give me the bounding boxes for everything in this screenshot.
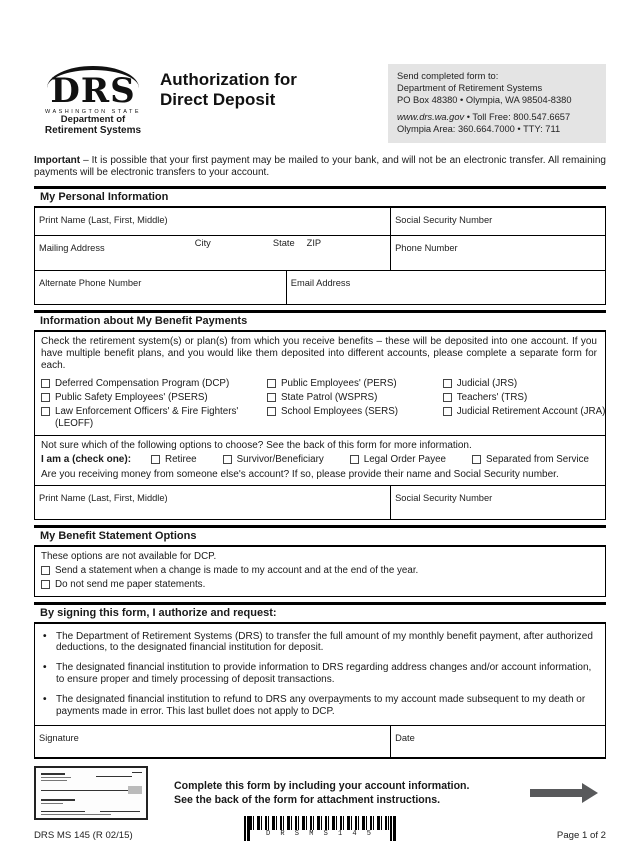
instruction-line2: See the back of the form for attachment instructions. [174,794,441,807]
bullet-text: The designated financial institution to refund to DRS any overpayments to my account made subsequent to my death or payments made in error. This last bullet does not apply to DCP. [56,693,586,717]
section-statement-options: My Benefit Statement Options [34,525,606,547]
checkbox-plan-dcp[interactable] [41,378,267,390]
table-row [35,725,605,757]
checkbox-separated-from-service[interactable] [472,454,589,466]
footer-instructions [174,779,469,808]
bullet-icon: • [43,693,47,705]
checkbox-icon[interactable] [350,455,359,464]
personal-info-table [34,208,606,305]
checkbox-icon[interactable] [267,393,276,402]
checkbox-plan-jrs[interactable] [443,378,599,390]
checkbox-icon[interactable] [443,407,452,416]
signature-label: Signature [39,733,79,744]
form-number: DRS MS 145 (R 02/15) [34,830,133,841]
checkbox-icon[interactable] [267,379,276,388]
section-benefit-payments: Information about My Benefit Payments [34,310,606,332]
plan-label: Judicial Retirement Account (JRA) [456,405,606,417]
form-title-line1: Authorization for [160,70,297,89]
benefit-options-block [35,435,605,485]
other-ssn-field[interactable] [390,486,605,519]
plan-label: Deferred Compensation Program (DCP) [55,377,230,389]
checkbox-icon[interactable] [223,455,232,464]
city-label: City [194,237,211,248]
logo-acronym: DRS [50,71,136,111]
checkbox-retiree[interactable] [151,454,197,466]
checkbox-icon[interactable] [267,407,276,416]
date-label: Date [395,733,415,744]
ssn-label: Social Security Number [395,214,493,225]
table-row [35,485,605,519]
drs-logo [34,64,152,136]
plan-label: State Patrol (WSPRS) [280,391,378,403]
checkbox-plan-leoff[interactable] [41,406,267,430]
option-label: Legal Order Payee [363,453,446,465]
checkbox-icon[interactable] [41,580,50,589]
contact-line: Department of Retirement Systems [397,82,543,93]
checkbox-icon[interactable] [443,393,452,402]
sample-check-image [34,766,148,820]
i-am-a-row [41,454,599,466]
ssn-label: Social Security Number [395,492,493,503]
state-label: State [272,237,295,248]
zip-label: ZIP [306,237,322,248]
checkbox-icon[interactable] [443,379,452,388]
checkbox-plan-wsprs[interactable] [267,392,443,404]
checkbox-plan-sers[interactable] [267,406,443,418]
important-text: – It is possible that your first payment may be mailed to your bank, and will not be an electronic transfer. All remaining payments will be electronic transfers to your account. [34,155,606,178]
plan-column [41,376,267,430]
authorization-box [34,624,606,760]
plan-column [443,376,606,430]
page-number: Page 1 of 2 [556,830,606,841]
contact-info-box [388,64,606,143]
instruction-line1: Complete this form by including your account information. [174,779,470,792]
right-arrow-icon [530,783,598,803]
authorization-bullet [43,694,595,718]
checkbox-icon[interactable] [41,379,50,388]
benefit-payments-intro: Check the retirement system(s) or plan(s) from which you receive benefits – these will be deposited into one account. If you have multiple benefit plans, and you would like them deposited into different accounts, please complete a separate form for each. [41,335,597,371]
bullet-icon: • [43,662,47,674]
checkbox-icon[interactable] [151,455,160,464]
date-field[interactable] [390,726,605,757]
option-label: Retiree [165,453,197,465]
plan-label: Law Enforcement Officers' & Fire Fighters' (LEOFF) [55,405,239,429]
logo-dept-line1: Department of [60,114,126,125]
section-authorization: By signing this form, I authorize and request: [34,602,606,624]
checkbox-legal-order-payee[interactable] [350,454,446,466]
footer-instruction-row [34,766,606,820]
website-link: www.drs.wa.gov [397,112,465,123]
plan-column [267,376,443,430]
option-label: Survivor/Beneficiary [236,453,324,465]
barcode-bars-icon [250,816,390,831]
alt-phone-field[interactable] [35,271,286,304]
plan-label: Teachers' (TRS) [456,391,528,403]
important-note [34,155,606,179]
checkbox-send-statement[interactable] [41,565,599,577]
signature-field[interactable] [35,726,390,757]
direct-deposit-form [34,64,606,841]
table-row [35,271,605,304]
authorization-bullet [43,662,595,686]
checkbox-no-paper-statements[interactable] [41,579,599,591]
tollfree-text: • Toll Free: 800.547.6657 [464,112,571,123]
alt-phone-label: Alternate Phone Number [39,277,142,288]
option-label: Separated from Service [486,453,589,465]
table-row [35,236,605,271]
print-name-label: Print Name (Last, First, Middle) [39,492,168,503]
section-personal-information: My Personal Information [34,186,606,208]
checkbox-icon[interactable] [41,407,50,416]
bullet-text: The designated financial institution to provide information to DRS regarding address changes and/or account information, to ensure proper and timely processing of deposit transactions. [56,662,592,685]
checkbox-plan-psers[interactable] [41,392,267,404]
i-am-a-label: I am a (check one): [41,454,132,466]
print-name-label: Print Name (Last, First, Middle) [39,214,168,225]
email-field[interactable] [286,271,605,304]
form-title-line2: Direct Deposit [160,90,276,109]
email-label: Email Address [290,277,351,288]
plan-label: Public Safety Employees' (PSERS) [55,391,208,403]
bullet-icon: • [43,630,47,642]
other-print-name-field[interactable] [35,486,390,519]
option-label: Send a statement when a change is made to my account and at the end of the year. [55,564,419,576]
print-name-field[interactable] [35,208,390,235]
plan-checkbox-grid [35,374,605,435]
phone-field[interactable] [390,236,605,270]
mailing-address-field[interactable] [35,236,390,270]
not-sure-text: Not sure which of the following options to choose? See the back of this form for more information. [41,439,472,451]
checkbox-icon[interactable] [472,455,481,464]
receiving-question-text: Are you receiving money from someone else's account? If so, please provide their name and Social Security number. [41,468,559,480]
checkbox-plan-trs[interactable] [443,392,599,404]
statement-options-note: These options are not available for DCP. [41,550,217,562]
logo-tagline: WASHINGTON STATE [44,109,142,115]
checkbox-survivor-beneficiary[interactable] [223,454,324,466]
checkbox-icon[interactable] [41,393,50,402]
ssn-field[interactable] [390,208,605,235]
checkbox-plan-pers[interactable] [267,378,443,390]
mailing-address-label: Mailing Address [39,242,105,253]
contact-line [397,112,597,124]
phone-label: Phone Number [395,242,458,253]
contact-line: PO Box 48380 • Olympia, WA 98504-8380 [397,94,572,105]
plan-label: School Employees (SERS) [280,405,399,417]
checkbox-plan-jra[interactable] [443,405,606,418]
contact-line: Olympia Area: 360.664.7000 • TTY: 711 [397,124,561,135]
bullet-text: The Department of Retirement Systems (DRS) to transfer the full amount of my monthly benefit payment, after authorized deductions, to the designated financial institution for deposit. [56,630,593,654]
barcode [244,816,396,841]
authorization-bullets [35,624,605,726]
plan-label: Judicial (JRS) [456,377,518,389]
table-row [35,208,605,236]
form-header [34,64,606,146]
option-label: Do not send me paper statements. [55,578,206,590]
plan-label: Public Employees' (PERS) [280,377,397,389]
authorization-bullet [43,631,595,655]
barcode-guard-icon [390,816,396,841]
form-title [160,64,297,110]
statement-options-box [34,547,606,597]
logo-dept-line2: Retirement Systems [44,125,142,136]
contact-line: Send completed form to: [397,71,499,81]
benefit-payments-box [34,332,606,520]
important-label: Important [34,155,81,166]
checkbox-icon[interactable] [41,566,50,575]
barcode-text: D R S M S 1 4 5 [250,830,390,838]
